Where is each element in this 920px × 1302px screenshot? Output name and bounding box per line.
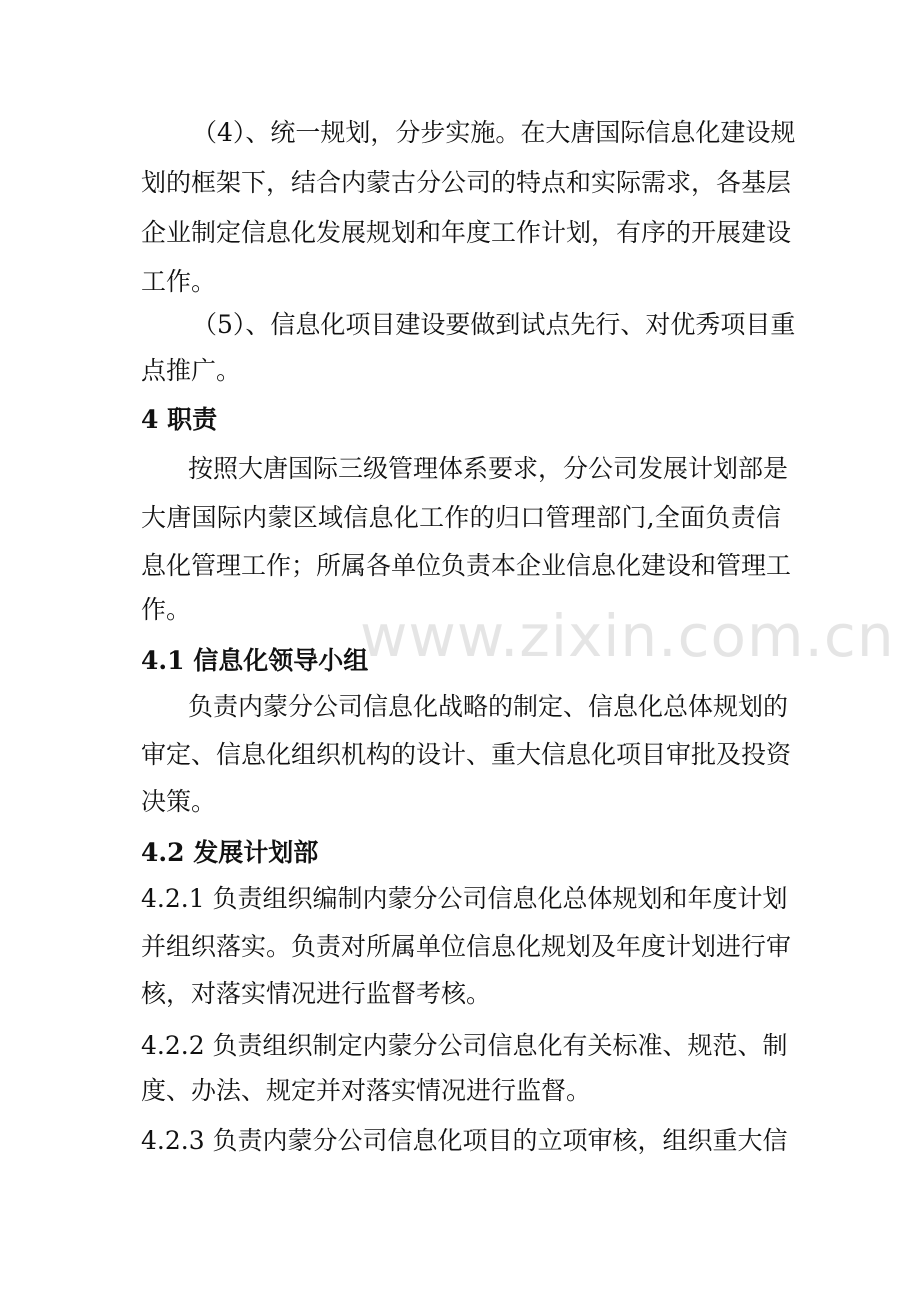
section-heading: 4 职责 bbox=[141, 405, 218, 434]
paragraph-line: 大唐国际内蒙区域信息化工作的归口管理部门,全面负责信 bbox=[141, 503, 781, 532]
paragraph-line: 并组织落实。负责对所属单位信息化规划及年度计划进行审 bbox=[141, 932, 792, 961]
paragraph-line: 按照大唐国际三级管理体系要求，分公司发展计划部是 bbox=[188, 454, 789, 483]
paragraph-line: 度、办法、规定并对落实情况进行监督。 bbox=[141, 1076, 592, 1105]
paragraph-line: 息化管理工作；所属各单位负责本企业信息化建设和管理工 bbox=[141, 551, 792, 580]
paragraph-line: （5）、信息化项目建设要做到试点先行、对优秀项目重 bbox=[192, 310, 796, 339]
paragraph-line: 负责内蒙分公司信息化战略的制定、信息化总体规划的 bbox=[188, 692, 789, 721]
paragraph-line: 企业制定信息化发展规划和年度工作计划，有序的开展建设 bbox=[141, 218, 792, 247]
paragraph-line: 工作。 bbox=[141, 267, 217, 296]
paragraph-line: （4）、统一规划，分步实施。在大唐国际信息化建设规 bbox=[192, 118, 796, 147]
paragraph-line: 4.2.2 负责组织制定内蒙分公司信息化有关标准、规范、制 bbox=[141, 1031, 788, 1060]
paragraph-line: 划的框架下，结合内蒙古分公司的特点和实际需求，各基层 bbox=[141, 168, 792, 197]
paragraph-line: 点推广。 bbox=[141, 356, 242, 385]
paragraph-line: 决策。 bbox=[141, 787, 217, 816]
paragraph-line: 核，对落实情况进行监督考核。 bbox=[141, 979, 492, 1008]
paragraph-line: 作。 bbox=[141, 595, 192, 624]
paragraph-line: 4.2.3 负责内蒙分公司信息化项目的立项审核，组织重大信 bbox=[141, 1126, 788, 1155]
section-heading: 4.1 信息化领导小组 bbox=[141, 646, 369, 675]
paragraph-line: 4.2.1 负责组织编制内蒙分公司信息化总体规划和年度计划 bbox=[141, 884, 788, 913]
section-heading: 4.2 发展计划部 bbox=[141, 838, 319, 867]
watermark: www.zixin.com.cn bbox=[360, 602, 895, 670]
paragraph-line: 审定、信息化组织机构的设计、重大信息化项目审批及投资 bbox=[141, 740, 792, 769]
